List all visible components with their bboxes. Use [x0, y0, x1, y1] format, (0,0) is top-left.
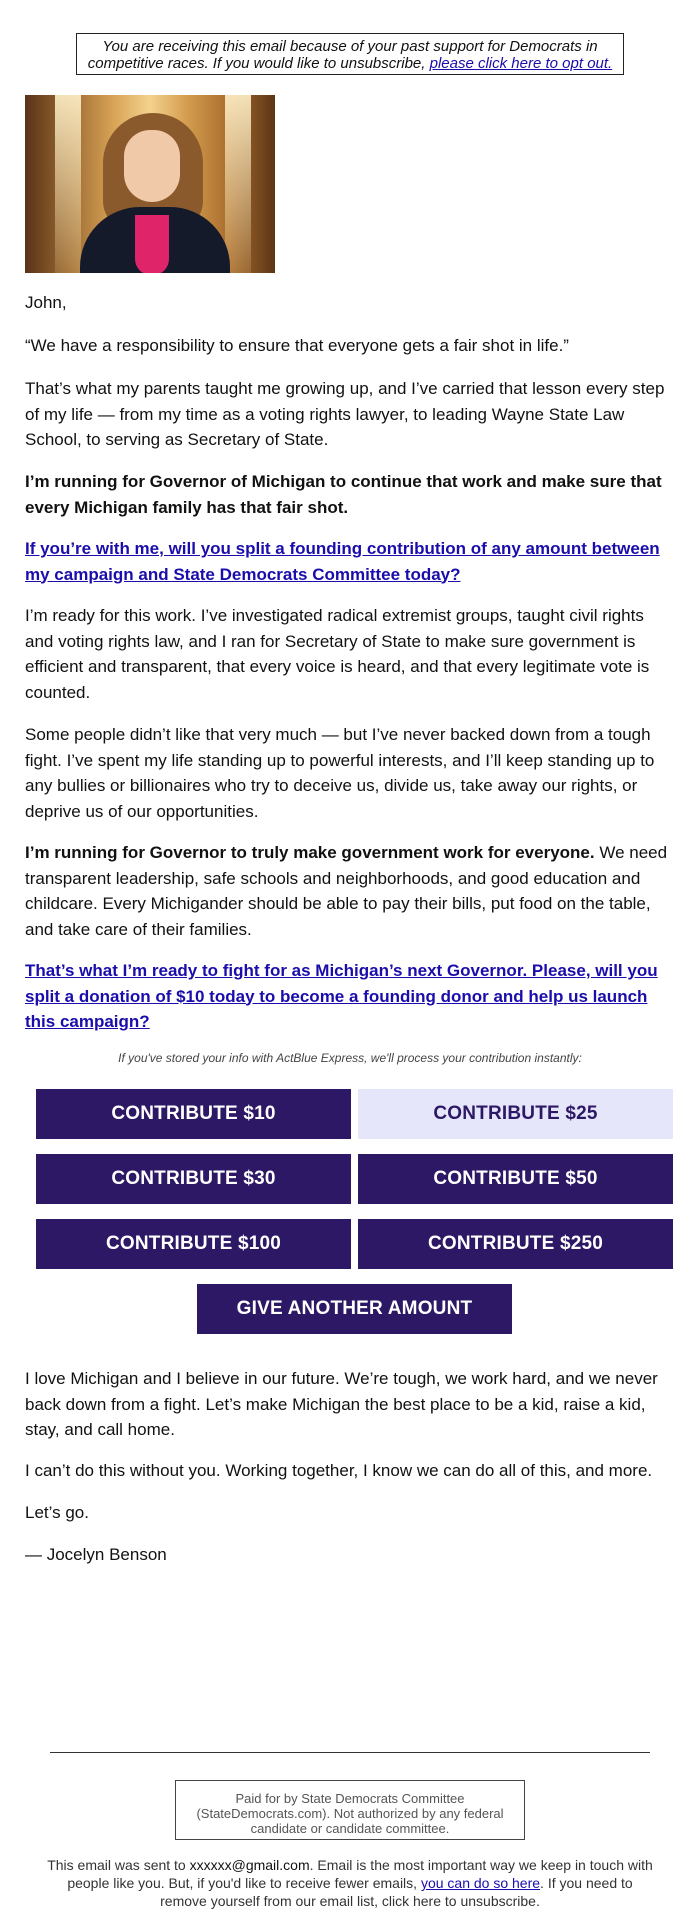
fewer-emails-link[interactable]: you can do so here [420, 1875, 541, 1891]
footer-post: . If you need to remove yourself from our email list, click here to unsubscribe. [160, 1875, 633, 1909]
paragraph-background: That’s what my parents taught me growing up, and I’ve carried that lesson every step of my life — from my time as a voting rights lawyer, to leading Wayne State Law School, to serving as Secretary of State. [25, 379, 665, 449]
footer-pre: This email was sent to [47, 1857, 190, 1873]
signature: — Jocelyn Benson [25, 1545, 167, 1564]
paragraph-running: I’m running for Governor of Michigan to continue that work and make sure that every Michigan family has that fair shot. [25, 472, 662, 517]
recipient-email: xxxxxx@gmail.com [189, 1857, 310, 1873]
paragraph-governor-rest: We need transparent leadership, safe schools and neighborhoods, and good education and childcare. Every Michigander should be able to pay their bills, put food on the table, and take care of their families. [25, 843, 668, 939]
greeting: John, [25, 293, 67, 312]
donate-link-2[interactable]: That’s what I’m ready to fight for as Michigan’s next Governor. Please, will you split a donation of $10 today to become a founding donor and help us launch this campaign? [25, 961, 658, 1031]
contribute-50-button[interactable]: CONTRIBUTE $50 [358, 1154, 673, 1204]
contribute-30-button[interactable]: CONTRIBUTE $30 [36, 1154, 351, 1204]
paragraph-lets-go: Let’s go. [25, 1503, 89, 1522]
paid-for-disclaimer: Paid for by State Democrats Committee (StateDemocrats.com). Not authorized by any federal candidate or candidate committee. [175, 1780, 525, 1840]
donate-link-2-wrap [25, 958, 673, 1035]
portrait-shirt [135, 215, 169, 273]
hallway-light-icon [225, 95, 251, 273]
contribute-250-button[interactable]: CONTRIBUTE $250 [358, 1219, 673, 1269]
hallway-light-icon [55, 95, 81, 273]
footer-divider [50, 1752, 650, 1753]
paragraph-fight: Some people didn’t like that very much — but I’ve never backed down from a tough fight. I’ve spent my life standing up to powerful interests, and I’ll keep standing up to any bullies or billionaires who try to deceive us, divide us, take away our rights, or deprive us of our opportunities. [25, 725, 655, 821]
footer-text [45, 1856, 655, 1910]
footer-mid: . Email is the most important way we keep in touch with people like you. But, if you'd like to receive fewer emails, [67, 1857, 653, 1891]
opening-quote: “We have a responsibility to ensure that everyone gets a fair shot in life.” [25, 336, 569, 355]
actblue-express-note: If you've stored your info with ActBlue Express, we'll process your contribution instantly: [118, 1051, 582, 1065]
opt-out-link[interactable]: please click here to opt out. [429, 55, 613, 72]
paragraph-love-michigan: I love Michigan and I believe in our future. We’re tough, we work hard, and we never back down from a fight. Let’s make Michigan the best place to be a kid, raise a kid, stay, and call home. [25, 1369, 658, 1439]
portrait-face [124, 130, 180, 202]
contribute-25-button[interactable]: CONTRIBUTE $25 [358, 1089, 673, 1139]
candidate-portrait [25, 95, 275, 273]
disclaimer-text: You are receiving this email because of your past support for Democrats in competitive races. If you would like to unsubscribe, [87, 38, 598, 72]
paragraph-governor-bold: I’m running for Governor to truly make government work for everyone. [25, 843, 595, 862]
donate-link-1-wrap [25, 536, 673, 587]
contribute-10-button[interactable]: CONTRIBUTE $10 [36, 1089, 351, 1139]
paragraph-governor [25, 840, 673, 942]
contribute-100-button[interactable]: CONTRIBUTE $100 [36, 1219, 351, 1269]
paragraph-ready: I’m ready for this work. I’ve investigated radical extremist groups, taught civil rights and voting rights law, and I ran for Secretary of State to make sure government is efficient and transparent, that every voice is heard, and that every legitimate vote is counted. [25, 606, 650, 702]
give-another-amount-button[interactable]: GIVE ANOTHER AMOUNT [197, 1284, 512, 1334]
donate-link-1[interactable]: If you’re with me, will you split a founding contribution of any amount between my campaign and State Democrats Committee today? [25, 539, 660, 584]
paragraph-together: I can’t do this without you. Working together, I know we can do all of this, and more. [25, 1461, 653, 1480]
unsubscribe-disclaimer [76, 33, 624, 75]
